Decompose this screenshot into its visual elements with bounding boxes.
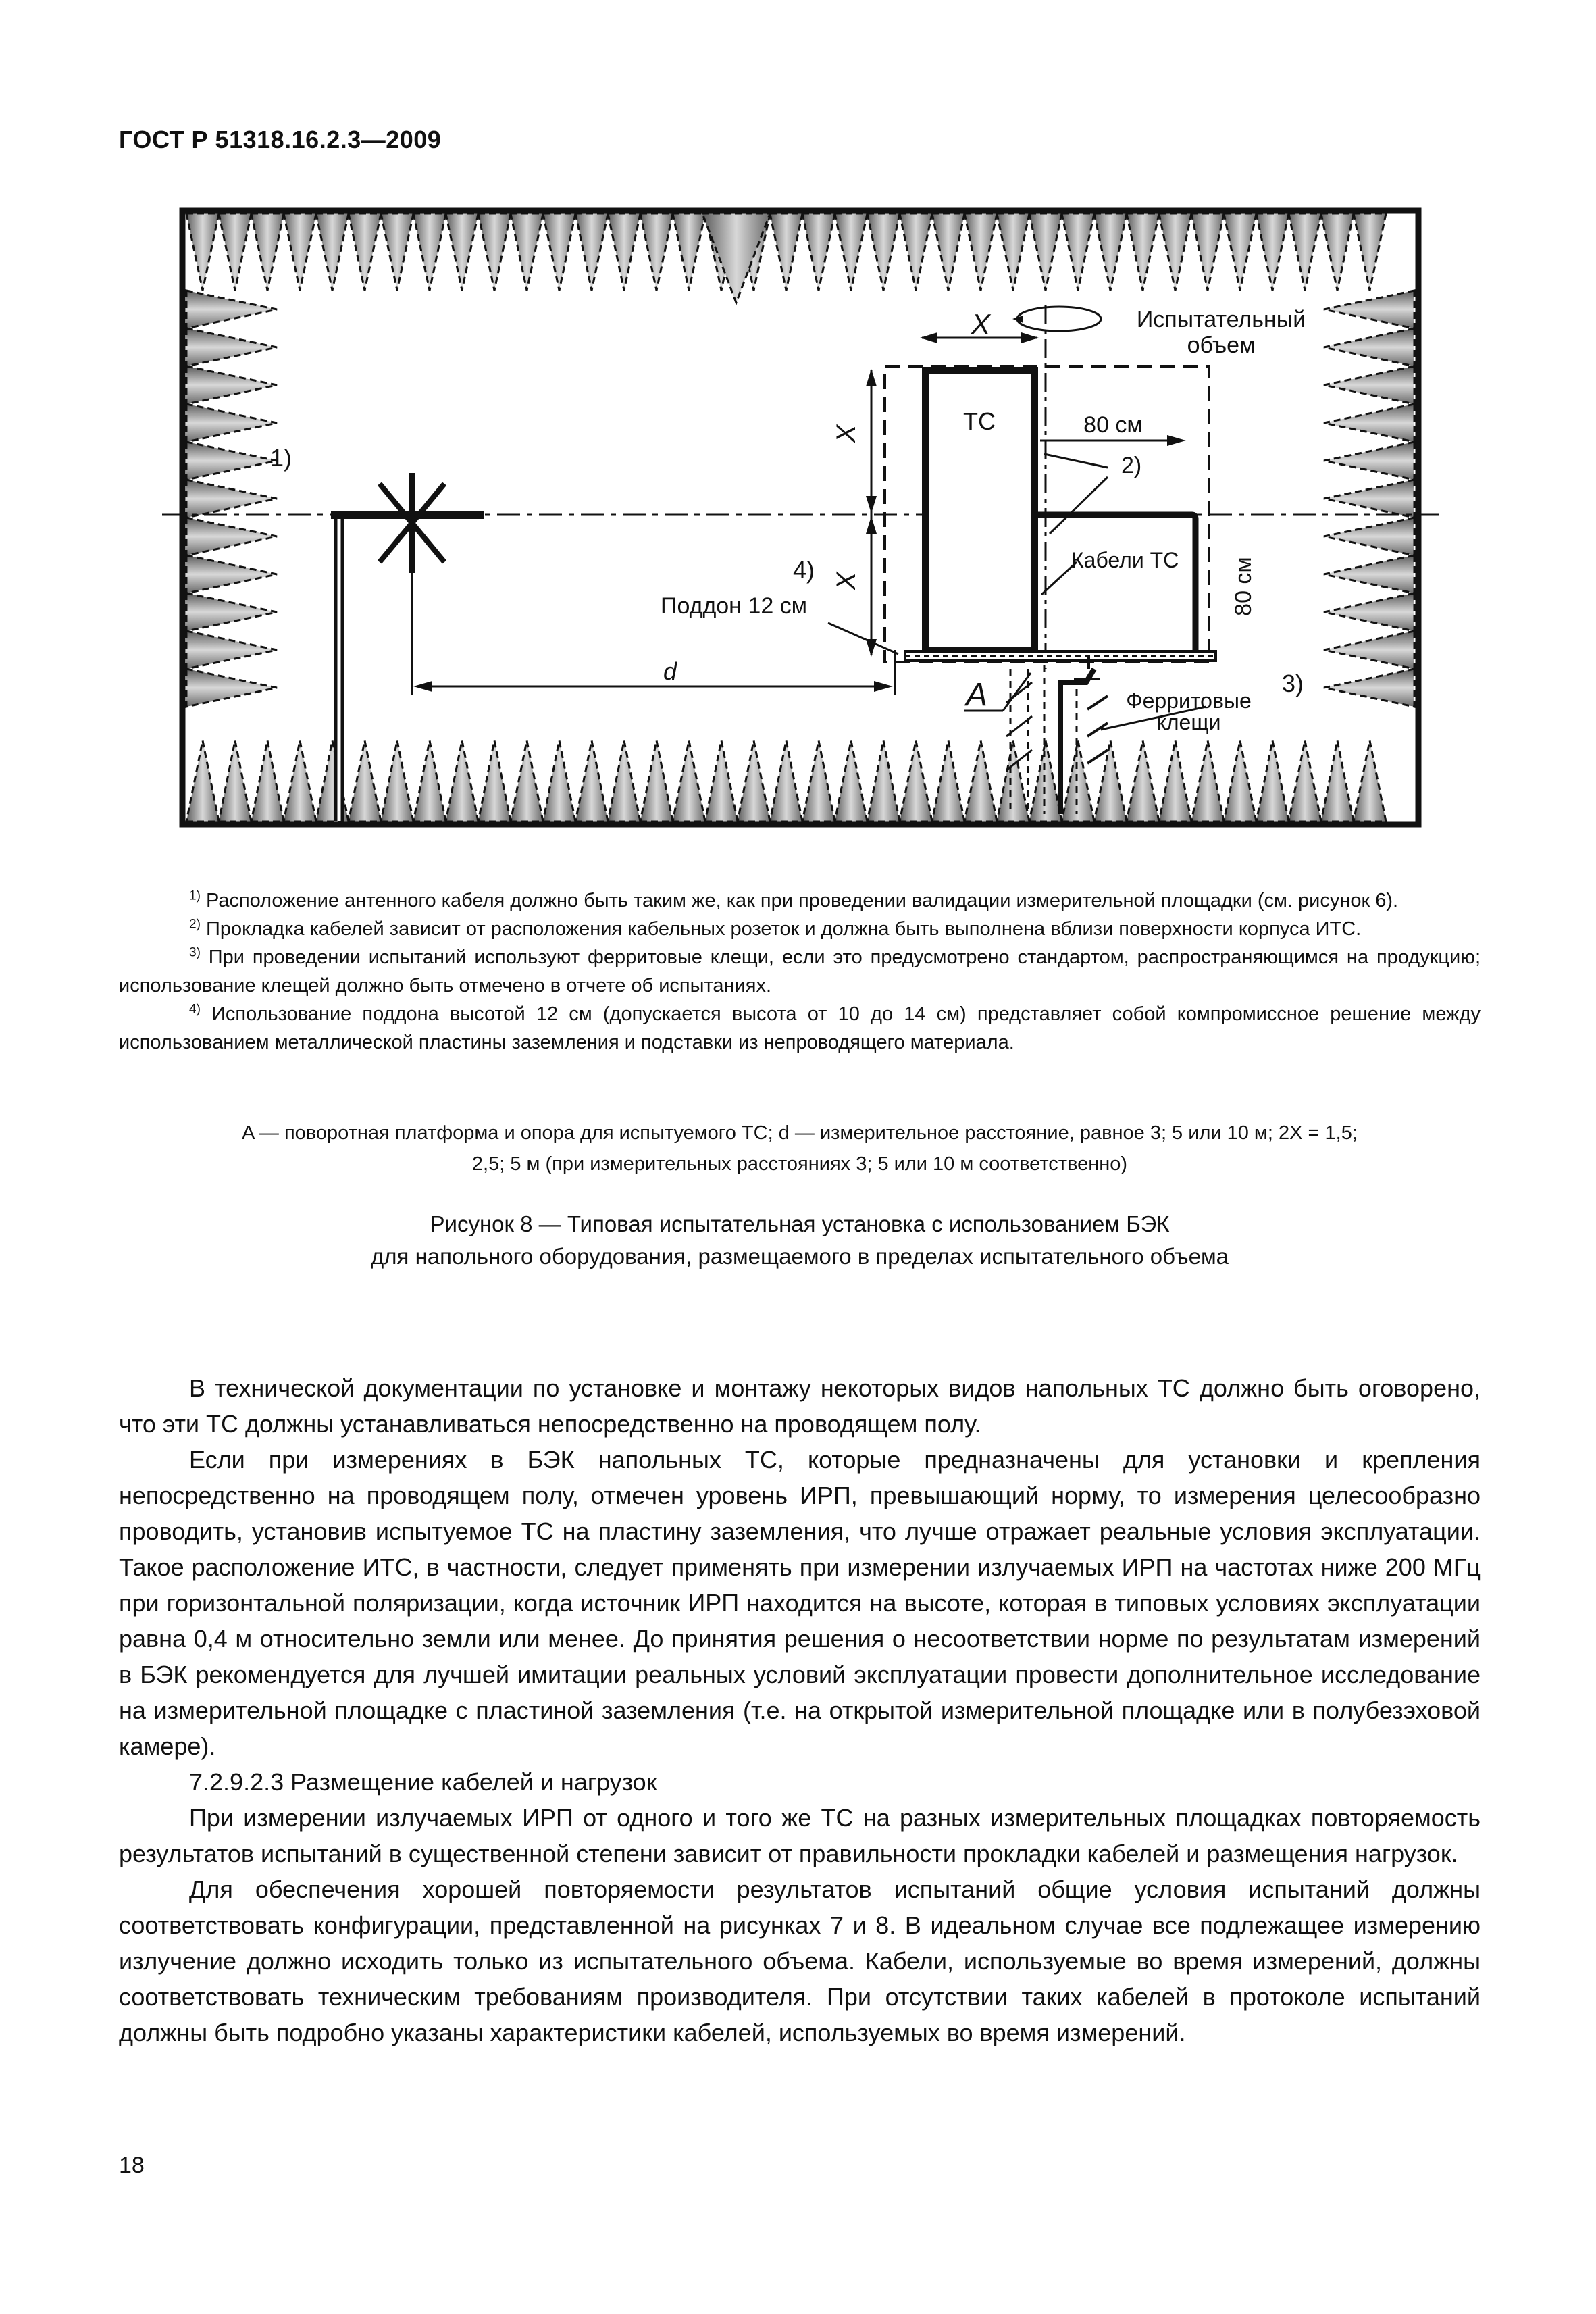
absorber-cone [1224,740,1256,822]
absorber-cone [835,740,867,822]
figure-legend [119,1117,1481,1180]
absorber-cone [186,366,277,404]
absorber-cone [543,213,575,291]
distance-d-label: d [663,657,677,685]
absorber-cone [413,740,446,822]
absorber-cone [964,740,997,822]
absorber-cone [478,740,511,822]
eut-label: ТС [963,407,996,435]
ferrite-label-line1: Ферритовые [1126,688,1252,713]
absorber-cone [186,328,277,366]
absorber-cone [1324,593,1414,631]
absorber-cone [738,740,770,822]
paragraph-4: Для обеспечения хорошей повторяемости результатов испытаний общие условия испытаний должны соответствовать конфигурации, представленной на рисунках 7 и 8. В идеальном случае все подлежащее измерению излучение должно исходить только из испытательного объема. Кабели, используемые во время измерений, должны соответствовать техническим требованиям производителя. При отсутствии таких кабелей в протоколе испытаний должны быть подробно указаны характеристики кабелей, используемых во время измерений. [119,1876,1481,2046]
absorber-cone [478,213,511,291]
absorber-cone [186,555,277,593]
absorber-cone [1354,740,1386,822]
absorber-cone [251,740,284,822]
paragraph-2: Если при измерениях в БЭК напольных ТС, которые предназначены для установки и крепления непосредственно на проводящем полу, отмечен уровень ИРП, превышающий норму, то измерения целесообразно проводить, установив испытуемое ТС на пластину заземления, что лучше отражает реальные условия эксплуатации. Такое расположение ИТС, в частности, следует применять при измерении излучаемых ИРП на частотах ниже 200 МГц при горизонтальной поляризации, когда источник ИРП находится на высоте, которая в типовых условиях эксплуатации равна 0,4 м относительно земли или менее. До принятия решения о несоответствии норме по результатам измерений в БЭК рекомендуется для лучшей имитации реальных условий эксплуатации провести дополнительное исследование на измерительной площадке с пластиной заземления (т.е. на открытой измерительной площадке или в полубезэховой камере). [119,1446,1481,1760]
absorber-cone [1324,555,1414,593]
cables-label: Кабели ТС [1071,548,1179,572]
absorber-cone [381,740,413,822]
absorber-cone [349,740,381,822]
absorber-cone [511,213,543,291]
figure-caption [119,1208,1481,1273]
absorber-cone [186,442,277,480]
note-4 [119,1000,1481,1057]
test-volume-label-line2: объем [1187,332,1256,358]
absorber-cone [186,593,277,631]
absorber-cone [932,213,964,291]
section-heading: 7.2.9.2.3 Размещение кабелей и нагрузок [189,1768,657,1796]
absorber-cone [997,740,1029,822]
absorber-cone [349,213,381,291]
page-number: 18 [119,2153,145,2178]
absorber-cone [673,740,705,822]
absorber-cone [1191,213,1224,291]
absorber-cone [900,740,932,822]
absorber-cone [900,213,932,291]
legend-line-1: A — поворотная платформа и опора для испытуемого ТС; d — измерительное расстояние, равное 3; 5 или 10 м; 2X = 1,5; [242,1122,1358,1144]
absorber-cone [1321,740,1354,822]
absorber-cone [1029,213,1062,291]
absorber-cone [1062,740,1094,822]
pallet-label: Поддон 12 см [661,593,808,619]
absorber-cone [1094,740,1127,822]
absorber-cone [1289,740,1321,822]
paragraph-3: При измерении излучаемых ИРП от одного и того же ТС на разных измерительных площадках повторяемость результатов испытаний в существенной степени зависит от правильности прокладки кабелей и размещения нагрузок. [119,1804,1481,1867]
absorber-cone [219,740,251,822]
absorber-cone [251,213,284,291]
note3-marker: 3) [1282,670,1304,697]
absorber-cone [1256,740,1289,822]
absorber-cone [867,213,900,291]
absorber-cone [381,213,413,291]
dimension-x-left [866,369,877,657]
absorber-cone [446,740,478,822]
absorber-cone [997,213,1029,291]
dimension-x-top-label: X [971,308,991,340]
main-text [119,1370,1481,2051]
absorber-cone [186,740,219,822]
absorber-cone [1324,518,1414,555]
absorber-cone [1127,213,1159,291]
absorber-cone [219,213,251,291]
absorber-cone [1029,740,1062,822]
absorber-cone [1324,404,1414,442]
test-volume-label-line1: Испытательный [1136,307,1306,332]
absorber-cone [1062,213,1094,291]
note1-marker: 1) [270,444,292,472]
absorber-cone [186,480,277,518]
absorber-cone [575,740,608,822]
absorber-cone [802,740,835,822]
absorber-cone [186,291,277,328]
absorbers-bottom [186,740,1386,822]
absorber-cone [705,740,738,822]
absorber-cone [608,213,640,291]
absorber-cone [1354,213,1386,291]
absorber-cone [511,740,543,822]
absorber-cone [543,740,575,822]
absorber-cone [1127,740,1159,822]
document-header: ГОСТ Р 51318.16.2.3—2009 [119,126,442,153]
note-3-text: При проведении испытаний используют ферритовые клещи, если это предусмотрено стандартом, распространяющимся на продукцию; использование клещей должно быть отмечено в отчете об испытаниях. [119,947,1481,997]
dimension-80cm-v-label: 80 см [1231,557,1256,616]
absorber-cone [1159,213,1191,291]
caption-line-2: для напольного оборудования, размещаемого в пределах испытательного объема [371,1244,1229,1269]
absorbers-left [186,291,277,707]
note-2 [119,915,1481,943]
absorber-cone [673,213,705,291]
dimension-80cm-h-label: 80 см [1083,412,1143,438]
absorber-cone [640,740,673,822]
absorber-cone [1191,740,1224,822]
note-1-mark: 1) [189,888,201,903]
absorber-cone [1324,328,1414,366]
note-1 [119,886,1481,915]
note-1-text: Расположение антенного кабеля должно быть таким же, как при проведении валидации измерительной площадки (см. рисунок 6). [205,890,1399,911]
absorber-cone [1224,213,1256,291]
legend-line-2: 2,5; 5 м (при измерительных расстояниях 3; 5 или 10 м соответственно) [471,1153,1128,1175]
note-2-mark: 2) [189,917,201,932]
note2-marker: 2) [1121,453,1142,478]
test-setup-figure [0,0,1596,878]
dimension-x-left-upper-label: X [831,424,861,443]
paragraph-1: В технической документации по установке и монтажу некоторых видов напольных ТС должно быть оговорено, что эти ТС должны устанавливаться непосредственно на проводящем полу. [119,1374,1481,1438]
absorber-cone [835,213,867,291]
absorbers-right [1324,291,1414,707]
absorber-cone [1324,480,1414,518]
dimension-x-left-lower-label: X [831,572,861,590]
absorber-cone [1094,213,1127,291]
absorber-cone [186,518,277,555]
absorber-cone [932,740,964,822]
absorber-cone [802,213,835,291]
absorber-cone [1321,213,1354,291]
turntable-a-label: A [965,677,988,713]
absorber-cone [413,213,446,291]
absorber-cone [316,213,349,291]
absorber-cone [964,213,997,291]
absorber-cone [575,213,608,291]
absorber-cone [446,213,478,291]
absorber-cone [640,213,673,291]
distance-d [412,522,895,695]
absorber-cone [608,740,640,822]
absorber-cone [1324,366,1414,404]
absorber-cone [1324,442,1414,480]
absorbers-top [186,213,1386,303]
note-2-text: Прокладка кабелей зависит от расположения кабельных розеток и должна быть выполнена вблизи поверхности корпуса ИТС. [205,918,1362,940]
absorber-cone [186,404,277,442]
absorber-cone [1324,291,1414,328]
note-4-text: Использование поддона высотой 12 см (допускается высота от 10 до 14 см) представляет собой компромиссное решение между использованием металлической пластины заземления и подставки из непроводящего материала. [119,1003,1481,1053]
absorber-cone [284,213,316,291]
caption-line-1: Рисунок 8 — Типовая испытательная установка с использованием БЭК [430,1211,1170,1236]
note-4-mark: 4) [189,1002,201,1017]
note-3 [119,943,1481,1000]
absorber-cone [770,740,802,822]
absorber-cone [1256,213,1289,291]
absorber-cone [1289,213,1321,291]
absorber-cone [186,669,277,707]
note4-marker: 4) [792,556,815,584]
absorber-cone [186,213,219,291]
absorber-cone [1324,669,1414,707]
figure-notes [119,886,1481,1057]
ferrite-label-line2: клещи [1156,710,1221,734]
absorber-cone [284,740,316,822]
absorber-cone [770,213,802,291]
absorber-cone [1324,631,1414,669]
note-3-mark: 3) [189,945,201,960]
absorber-cone [1159,740,1191,822]
absorber-cone [186,631,277,669]
absorber-cone [867,740,900,822]
